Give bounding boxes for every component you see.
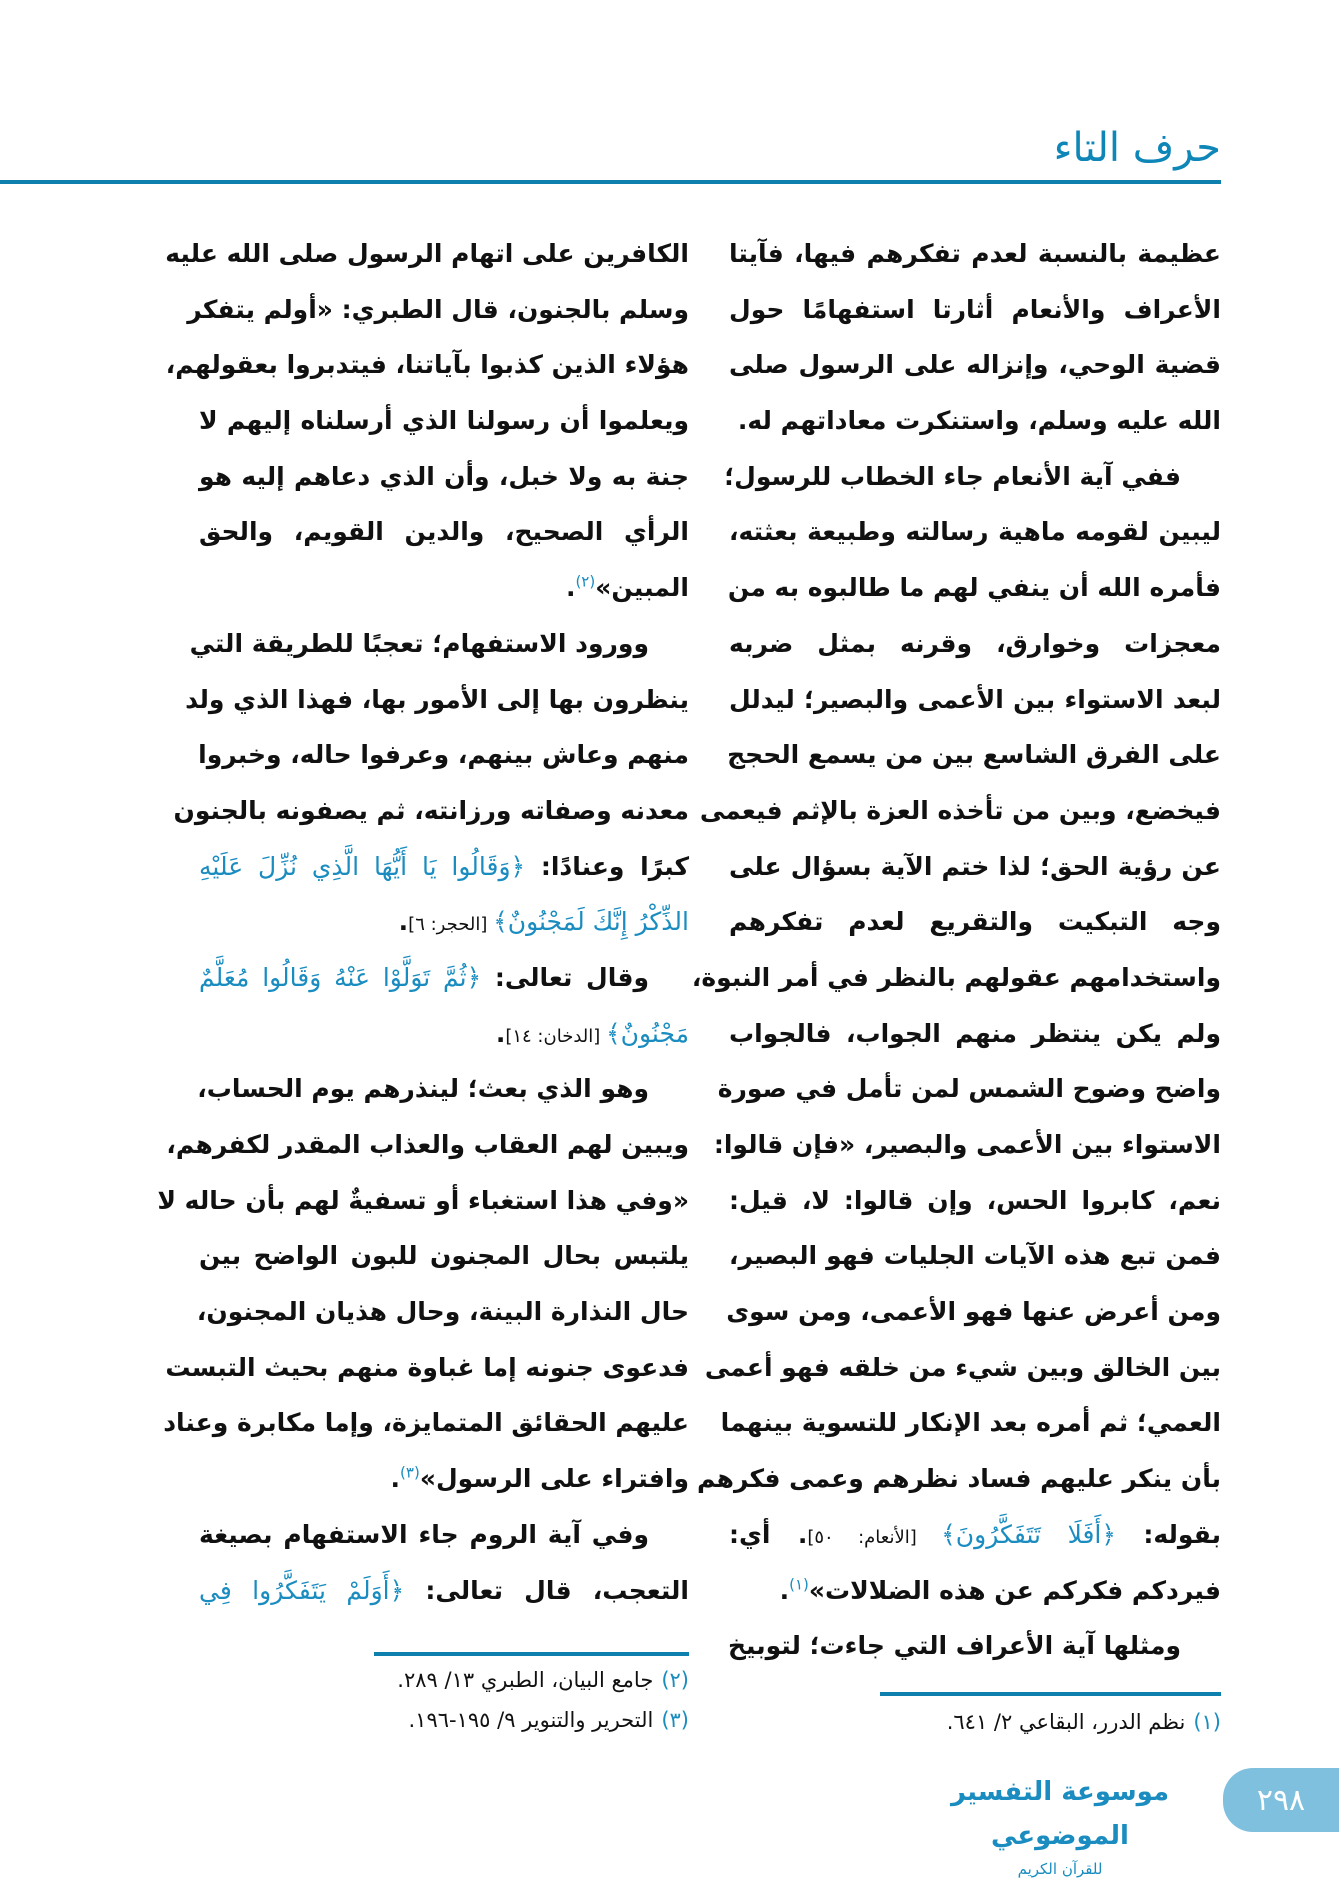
- text-line: [199, 1507, 689, 1563]
- text-segment: ومن أعرض عنها فهو الأعمى، ومن سوى: [726, 1297, 1221, 1327]
- text-segment: الله عليه وسلم، واستنكرت معاداتهم له.: [737, 406, 1221, 436]
- text-line: [199, 1061, 689, 1117]
- text-line: [157, 1173, 689, 1229]
- text-line: [166, 1117, 689, 1173]
- footnote-rule-left: [374, 1652, 689, 1656]
- text-line: [729, 1618, 1221, 1674]
- footnote-1: [947, 1710, 1221, 1734]
- text-segment: عليهم الحقائق المتمايزة، وإما مكابرة وعناد: [163, 1408, 689, 1438]
- quran-verse: الذِّكْرُ إِنَّكَ لَمَجْنُونٌ﴾: [493, 907, 689, 937]
- page-number: ٢٩٨: [1223, 1768, 1339, 1832]
- footnote-marker: (٣): [400, 1463, 420, 1482]
- text-line: [717, 1061, 1221, 1117]
- encyclopedia-logo: [935, 1770, 1185, 1878]
- logo-subtitle: للقرآن الكريم: [1017, 1860, 1103, 1878]
- text-segment: وجه التبكيت والتقريع لعدم تفكرهم: [729, 907, 1221, 937]
- text-segment: قضية الوحي، وإنزاله على الرسول صلى: [729, 350, 1221, 380]
- footnote-text: التحرير والتنوير ٩/ ١٩٥-١٩٦.: [408, 1708, 654, 1732]
- text-segment: وورود الاستفهام؛ تعجبًا للطريقة التي: [189, 628, 649, 658]
- text-segment: . أي:: [729, 1519, 808, 1549]
- text-segment: وسلم بالجنون، قال الطبري: «أولم يتفكر: [187, 294, 689, 324]
- text-segment: فأمره الله أن ينفي لهم ما طالبوه به من: [727, 573, 1221, 603]
- quran-verse: مَجْنُونٌ﴾: [606, 1018, 689, 1048]
- text-segment: ويعلموا أن رسولنا الذي أرسلناه إليهم لا: [199, 406, 689, 436]
- text-line: [729, 1228, 1221, 1284]
- text-segment: نعم، كابروا الحس، وإن قالوا: لا، قيل:: [729, 1185, 1221, 1215]
- quran-verse: ﴿وَقَالُوا يَا أَيُّهَا الَّذِي نُزِّلَ عَلَيْهِ: [199, 851, 526, 881]
- text-segment: فدعوى جنونه إما غباوة منهم بحيث التبست: [165, 1352, 689, 1382]
- text-segment: ولم يكن ينتظر منهم الجواب، فالجواب: [729, 1018, 1221, 1048]
- text-segment: عن رؤية الحق؛ لذا ختم الآية بسؤال على: [729, 851, 1221, 881]
- text-line: [196, 1284, 689, 1340]
- text-segment: وهو الذي بعث؛ لينذرهم يوم الحساب،: [197, 1074, 649, 1104]
- text-segment: ليبين لقومه ماهية رسالته وطبيعة بعثته،: [729, 517, 1221, 547]
- text-line: [165, 1340, 689, 1396]
- text-line: [729, 1006, 1221, 1062]
- text-line: [185, 672, 689, 728]
- text-line: [199, 1006, 689, 1062]
- text-segment: .: [398, 907, 409, 937]
- text-segment: وقال تعالى:: [481, 962, 649, 992]
- text-segment: ويبين لهم العقاب والعذاب المقدر لكفرهم،: [166, 1130, 689, 1159]
- text-line: [704, 1340, 1221, 1396]
- logo-title: موسوعة التفسير الموضوعي: [950, 1777, 1170, 1851]
- text-line: [165, 226, 689, 282]
- text-segment: بقوله:: [1116, 1519, 1221, 1549]
- footnote-marker: (١): [789, 1575, 809, 1594]
- verse-reference: [الحجر: ٦]: [408, 914, 494, 936]
- text-segment: ينظرون بها إلى الأمور بها، فهذا الذي ولد: [185, 684, 689, 714]
- text-line: [165, 337, 689, 393]
- text-segment: .: [565, 573, 576, 603]
- text-segment: كبرًا وعنادًا:: [525, 851, 689, 881]
- text-segment: معجزات وخوارق، وقرنه بمثل ضربه: [729, 628, 1221, 658]
- footnote-text: جامع البيان، الطبري ١٣/ ٢٨٩.: [397, 1668, 654, 1692]
- text-line: [173, 783, 689, 839]
- text-segment: فيخضع، وبين من تأخذه العزة بالإثم فيعمى: [699, 795, 1221, 825]
- text-segment: هؤلاء الذين كذبوا بآياتنا، فيتدبروا بعقولهم،: [165, 350, 689, 380]
- text-line: [199, 894, 689, 950]
- text-line: [199, 950, 689, 1006]
- text-line: [729, 393, 1221, 449]
- footnote-number: (٢): [661, 1668, 689, 1692]
- text-segment: التعجب، قال تعالى:: [404, 1575, 689, 1605]
- text-segment: جنة به ولا خبل، وأن الذي دعاهم إليه هو: [199, 461, 689, 491]
- footnote-2: [397, 1668, 689, 1692]
- text-segment: الكافرين على اتهام الرسول صلى الله عليه: [165, 239, 689, 268]
- header-rule: [0, 180, 1221, 184]
- text-segment: .: [779, 1575, 790, 1605]
- text-line: [726, 1284, 1221, 1340]
- text-segment: يلتبس بحال المجنون للبون الواضح بين: [199, 1241, 689, 1271]
- text-segment: الأعراف والأنعام أثارتا استفهامًا حول: [729, 294, 1221, 324]
- text-line: [729, 1173, 1221, 1229]
- text-segment: عظيمة بالنسبة لعدم تفكرهم فيها، فآيتا: [729, 239, 1221, 268]
- left-text-column: [157, 226, 689, 1618]
- text-segment: ومثلها آية الأعراف التي جاءت؛ لتوبيخ: [727, 1631, 1181, 1661]
- text-segment: وفي آية الروم جاء الاستفهام بصيغة: [199, 1519, 649, 1549]
- text-line: [199, 839, 689, 895]
- text-line: [729, 1507, 1221, 1563]
- text-line: [713, 1117, 1221, 1173]
- text-line: [729, 504, 1221, 560]
- text-segment: وافتراء على الرسول»: [419, 1464, 689, 1494]
- footnote-3: [408, 1708, 689, 1732]
- quran-verse: ﴿ثُمَّ تَوَلَّوْا عَنْهُ وَقَالُوا مُعَلَّمٌ: [199, 962, 482, 992]
- text-segment: فمن تبع هذه الآيات الجليات فهو البصير،: [729, 1241, 1221, 1271]
- text-line: [697, 1451, 1221, 1507]
- text-line: [699, 783, 1221, 839]
- text-segment: حال النذارة البينة، وحال هذيان المجنون،: [196, 1297, 689, 1327]
- text-line: [199, 393, 689, 449]
- text-segment: ففي آية الأنعام جاء الخطاب للرسول؛: [724, 461, 1181, 491]
- text-line: [724, 449, 1221, 505]
- text-segment: بين الخالق وبين شيء من خلقه فهو أعمى: [704, 1352, 1221, 1382]
- verse-reference: [الأنعام: ٥٠]: [807, 1526, 942, 1548]
- text-line: [729, 282, 1221, 338]
- text-line: [729, 560, 1221, 616]
- text-line: [729, 894, 1221, 950]
- right-text-column: [691, 226, 1221, 1674]
- text-segment: على الفرق الشاسع بين من يسمع الحجج: [727, 740, 1221, 770]
- text-line: [199, 727, 689, 783]
- text-line: [729, 672, 1221, 728]
- text-segment: واضح وضوح الشمس لمن تأمل في صورة: [717, 1074, 1221, 1104]
- verse-reference: [الدخان: ١٤]: [505, 1025, 606, 1047]
- text-line: [163, 1395, 689, 1451]
- text-segment: معدنه وصفاته ورزانته، ثم يصفونه بالجنون: [173, 795, 689, 825]
- text-line: [729, 839, 1221, 895]
- text-segment: .: [495, 1018, 506, 1048]
- text-line: [189, 616, 689, 672]
- text-segment: فيردكم فكركم عن هذه الضلالات»: [808, 1575, 1221, 1605]
- chapter-title: حرف التاء: [1053, 125, 1221, 171]
- text-line: [729, 226, 1221, 282]
- text-line: [199, 1228, 689, 1284]
- footnote-number: (١): [1193, 1710, 1221, 1734]
- text-segment: العمي؛ ثم أمره بعد الإنكار للتسوية بينهما: [720, 1408, 1221, 1438]
- text-line: [729, 727, 1221, 783]
- text-line: [187, 282, 689, 338]
- text-line: [199, 449, 689, 505]
- text-segment: بأن ينكر عليهم فساد نظرهم وعمى فكرهم: [697, 1464, 1221, 1494]
- text-line: [691, 950, 1221, 1006]
- text-segment: الاستواء بين الأعمى والبصير، «فإن قالوا:: [713, 1130, 1221, 1159]
- text-line: [199, 1563, 689, 1619]
- quran-verse: ﴿أَفَلَا تَتَفَكَّرُونَ﴾: [941, 1519, 1117, 1549]
- text-segment: منهم وعاش بينهم، وعرفوا حاله، وخبروا: [198, 740, 689, 770]
- text-segment: «وفي هذا استغباء أو تسفيةٌ لهم بأن حاله لا: [157, 1185, 689, 1215]
- text-segment: المبين»: [595, 573, 689, 603]
- text-segment: .: [390, 1464, 401, 1494]
- footnote-text: نظم الدرر، البقاعي ٢/ ٦٤١.: [946, 1710, 1186, 1734]
- text-line: [729, 337, 1221, 393]
- text-line: [199, 504, 689, 560]
- text-line: [729, 616, 1221, 672]
- text-line: [199, 1451, 689, 1507]
- footnote-number: (٣): [661, 1708, 689, 1732]
- text-segment: لبعد الاستواء بين الأعمى والبصير؛ ليدلل: [729, 684, 1221, 714]
- text-line: [199, 560, 689, 616]
- text-segment: واستخدامهم عقولهم بالنظر في أمر النبوة،: [691, 962, 1221, 992]
- text-line: [729, 1563, 1221, 1619]
- text-segment: الرأي الصحيح، والدين القويم، والحق: [199, 517, 689, 547]
- quran-verse: ﴿أَوَلَمْ يَتَفَكَّرُوا فِي: [199, 1575, 405, 1605]
- text-line: [720, 1395, 1221, 1451]
- footnote-marker: (٢): [575, 572, 596, 591]
- footnote-rule-right: [880, 1692, 1221, 1696]
